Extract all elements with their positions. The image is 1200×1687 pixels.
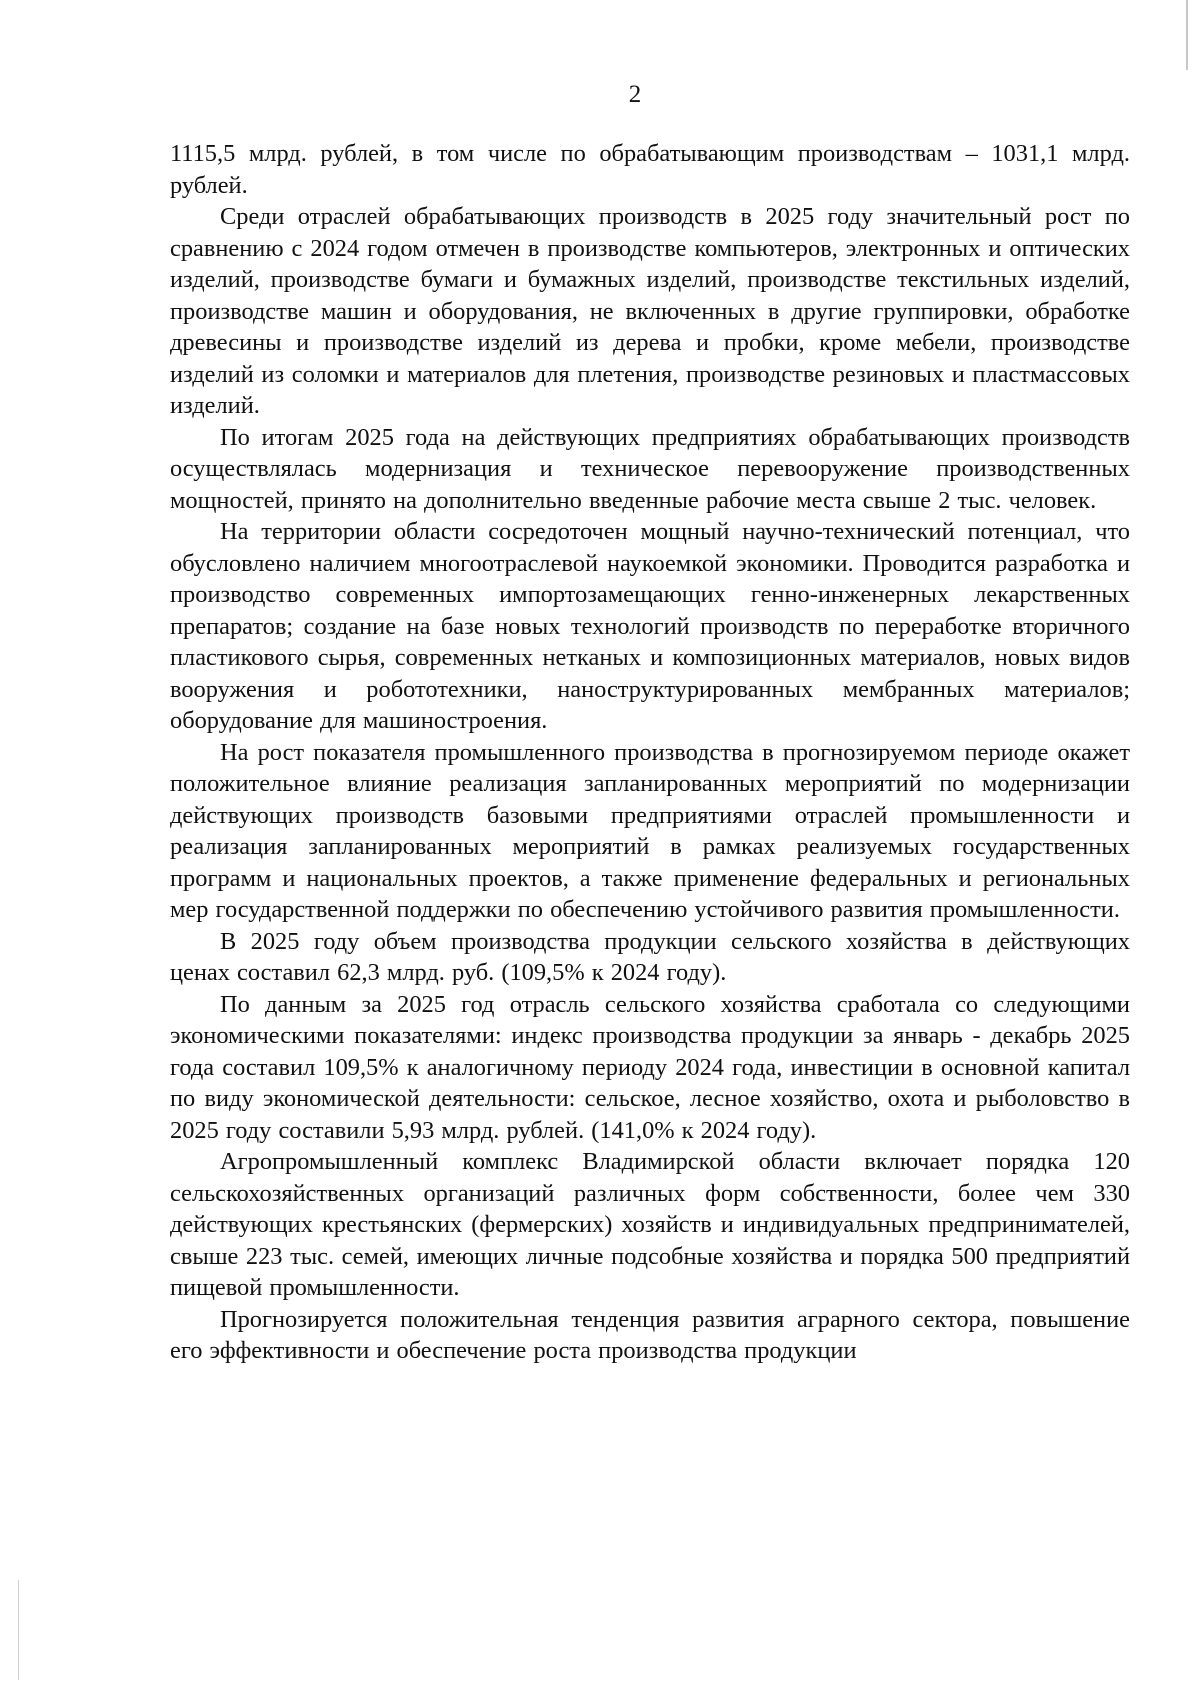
paragraph: В 2025 году объем производства продукции сельского хозяйства в действующих ценах составил 62,3 млрд. руб. (109,5% к 2024 году). — [170, 927, 1130, 986]
paragraph: На территории области сосредоточен мощный научно-технический потенциал, что обусловлено наличием многоотраслевой наукоемкой экономики. Проводится разработка и производство современных импортозамещающих генно-инженерных лекарственных препаратов; создание на базе новых технологий производств по переработке вторичного пластикового сырья, современных нетканых и композиционных материалов, новых видов вооружения и робототехники, наноструктурированных мембранных материалов; оборудование для машиностроения. — [170, 518, 1130, 734]
paragraph: По итогам 2025 года на действующих предприятиях обрабатывающих производств осуществлялась модернизация и техническое перевооружение производственных мощностей, принято на дополнительно введенные рабочие места свыше 2 тыс. человек. — [170, 423, 1130, 514]
body-text — [170, 138, 1130, 1367]
paragraph: На рост показателя промышленного производства в прогнозируемом периоде окажет положительное влияние реализация запланированных мероприятий по модернизации действующих производств базовыми предприятиями отраслей промышленности и реализация запланированных мероприятий в рамках реализуемых государственных программ и национальных проектов, а также применение федеральных и региональных мер государственной поддержки по обеспечению устойчивого развития промышленности. — [170, 738, 1130, 923]
paragraph: 1115,5 млрд. рублей, в том числе по обрабатывающим производствам – 1031,1 млрд. рублей. — [170, 140, 1130, 199]
scan-edge-mark — [1186, 0, 1188, 70]
paragraph: Прогнозируется положительная тенденция развития аграрного сектора, повышение его эффективности и обеспечение роста производства продукции — [170, 1305, 1130, 1364]
paragraph: По данным за 2025 год отрасль сельского хозяйства сработала со следующими экономическими показателями: индекс производства продукции за январь - декабрь 2025 года составил 109,5% к аналогичному периоду 2024 года, инвестиции в основной капитал по виду экономической деятельности: сельское, лесное хозяйство, охота и рыболовство в 2025 году составили 5,93 млрд. рублей. (141,0% к 2024 году). — [170, 990, 1130, 1144]
paragraph: Агропромышленный комплекс Владимирской области включает порядка 120 сельскохозяйственных организаций различных форм собственности, более чем 330 действующих крестьянских (фермерских) хозяйств и индивидуальных предпринимателей, свыше 223 тыс. семей, имеющих личные подсобные хозяйства и порядка 500 предприятий пищевой промышленности. — [170, 1148, 1130, 1301]
scan-edge-mark — [18, 1580, 19, 1680]
page-number: 2 — [628, 81, 642, 108]
paragraph: Среди отраслей обрабатывающих производств в 2025 году значительный рост по сравнению с 2024 годом отмечен в производстве компьютеров, электронных и оптических изделий, производстве бумаги и бумажных изделий, производстве текстильных изделий, производстве машин и оборудования, не включенных в другие группировки, обработке древесины и производстве изделий из дерева и пробки, кроме мебели, производстве изделий из соломки и материалов для плетения, производстве резиновых и пластмассовых изделий. — [170, 203, 1130, 419]
